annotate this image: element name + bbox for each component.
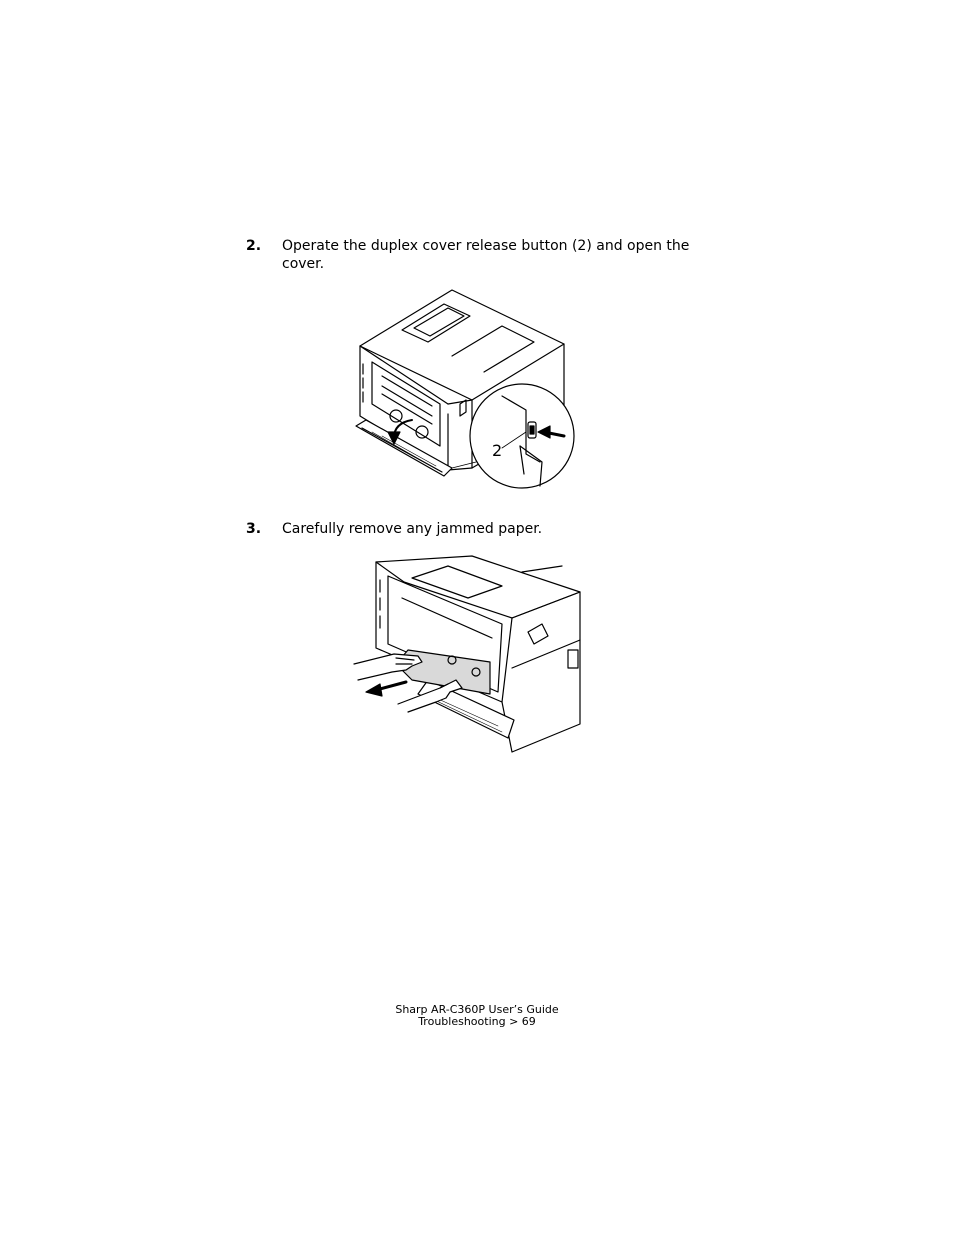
printer-duplex-cover-illustration xyxy=(352,286,578,494)
callout-label: 2 xyxy=(492,441,503,460)
step-number: 3. xyxy=(246,521,262,537)
footer-title: Sharp AR-C360P User’s Guide xyxy=(395,1003,559,1016)
step-text: Carefully remove any jammed paper. xyxy=(282,521,543,537)
footer-section: Troubleshooting > 69 xyxy=(418,1015,536,1028)
step-text: Operate the duplex cover release button (2) and open the cover. xyxy=(282,238,690,272)
step-number: 2. xyxy=(246,238,262,254)
remove-jammed-paper-illustration xyxy=(352,552,582,756)
